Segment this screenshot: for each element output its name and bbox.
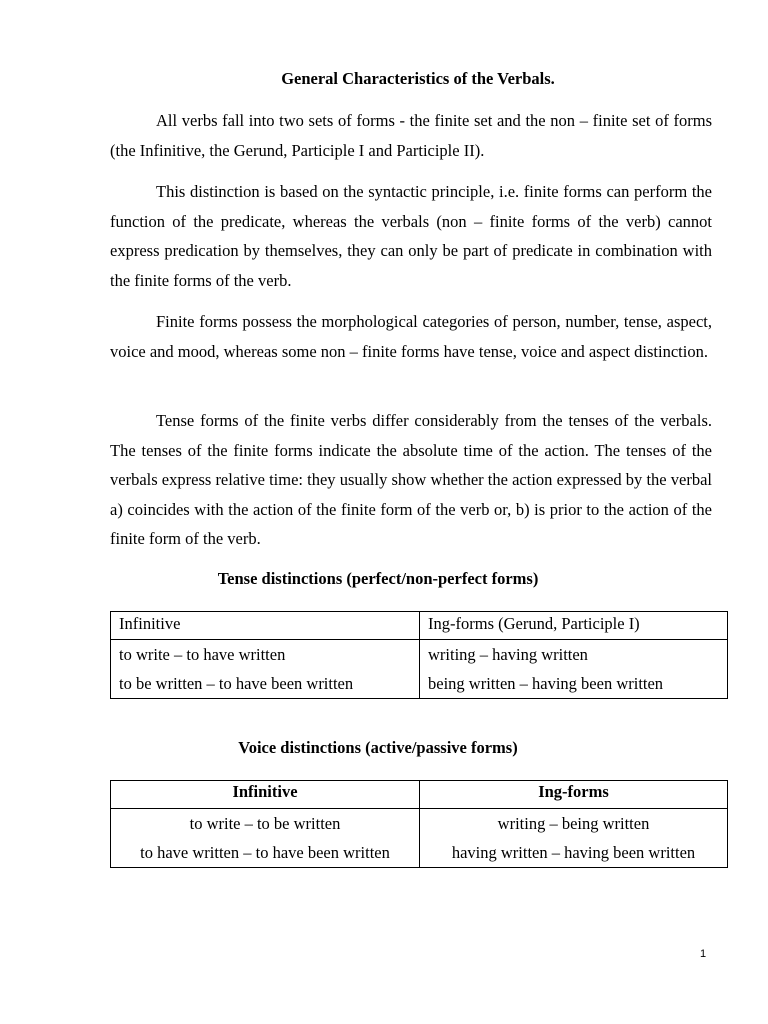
document-title: General Characteristics of the Verbals. bbox=[281, 69, 555, 88]
tense-table-title: Tense distinctions (perfect/non-perfect forms) bbox=[217, 569, 539, 588]
paragraph-4: Tense forms of the finite verbs differ considerably from the tenses of the verbals. The tenses of the finite forms indicate the absolute time of the action. The tenses of the verbals express relative time: they usually show whether the action expressed by the verbal a) coincides with the action of the finite form of the verb or, b) is prior to the action of the finite form of the verb. bbox=[110, 411, 712, 548]
cell-line: having written – having been written bbox=[451, 843, 696, 862]
table-header-cell: Infinitive bbox=[111, 612, 420, 640]
cell-line: to write – to have written bbox=[119, 645, 286, 664]
paragraph-2: This distinction is based on the syntactic principle, i.e. finite forms can perform the function of the predicate, whereas the verbals (non – finite forms of the verb) cannot express predication by themselves, they can only be part of predicate in combination with the finite forms of the verb. bbox=[110, 182, 712, 290]
paragraph-3: Finite forms possess the morphological categories of person, number, tense, aspect, voice and mood, whereas some non – finite forms have tense, voice and aspect distinction. bbox=[110, 312, 712, 361]
table-cell bbox=[420, 809, 728, 868]
cell-line: being written – having been written bbox=[428, 674, 664, 693]
voice-distinctions-table bbox=[110, 780, 728, 868]
table-cell bbox=[420, 640, 728, 699]
table-header-cell: Ing-forms bbox=[420, 781, 728, 809]
cell-line: writing – being written bbox=[497, 814, 650, 833]
table-row bbox=[111, 640, 728, 699]
cell-line: to be written – to have been written bbox=[119, 674, 354, 693]
tense-distinctions-table bbox=[110, 611, 728, 699]
table-row bbox=[111, 809, 728, 868]
table-cell bbox=[111, 809, 420, 868]
cell-line: to write – to be written bbox=[189, 814, 341, 833]
paragraph-1: All verbs fall into two sets of forms - the finite set and the non – finite set of forms (the Infinitive, the Gerund, Participle I and Participle II). bbox=[110, 111, 712, 160]
table-header-cell: Infinitive bbox=[111, 781, 420, 809]
page-number: 1 bbox=[700, 948, 707, 960]
table-header-row bbox=[111, 781, 728, 809]
table-header-cell: Ing-forms (Gerund, Participle I) bbox=[420, 612, 728, 640]
table-cell bbox=[111, 640, 420, 699]
table-header-row bbox=[111, 612, 728, 640]
voice-table-title: Voice distinctions (active/passive forms) bbox=[238, 738, 518, 757]
cell-line: to have written – to have been written bbox=[140, 843, 390, 862]
cell-line: writing – having written bbox=[428, 645, 588, 664]
